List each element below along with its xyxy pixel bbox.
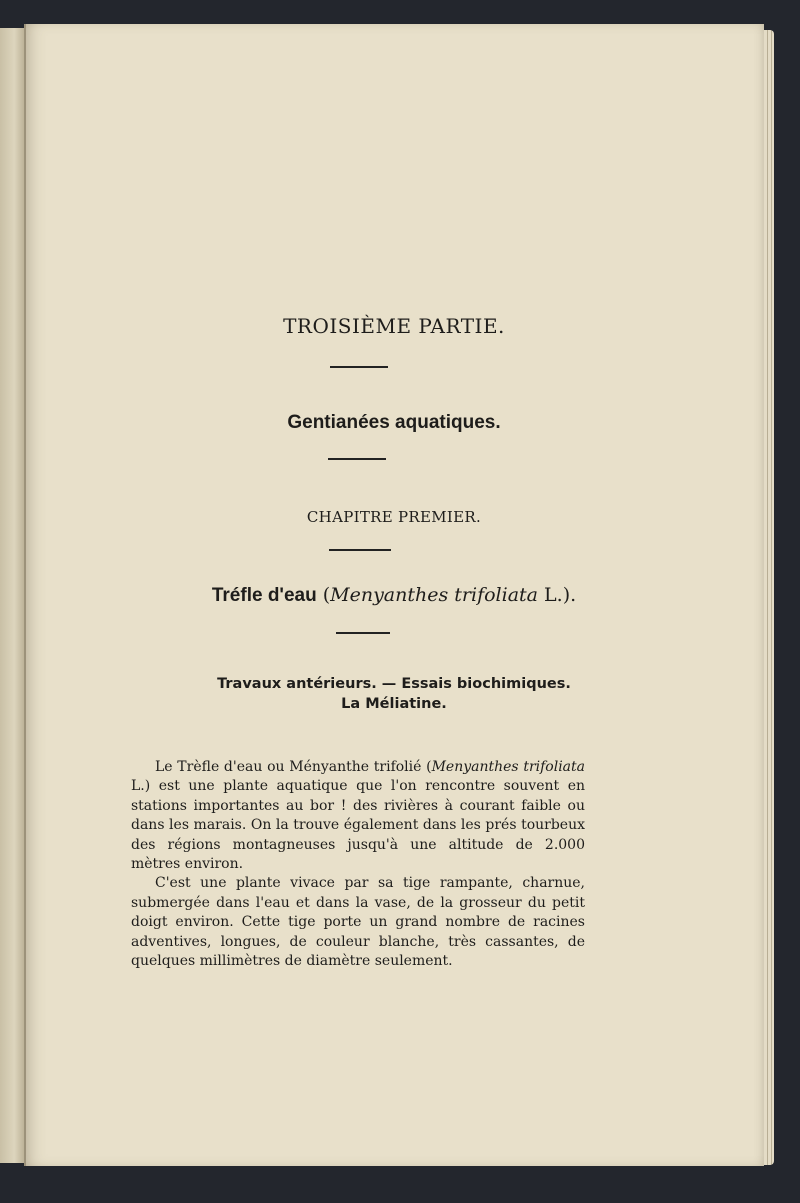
divider-rule <box>329 549 391 551</box>
paragraph-1 <box>131 758 585 874</box>
species-author: L.). <box>538 584 577 606</box>
chapter-title: CHAPITRE PREMIER. <box>306 508 482 526</box>
subsection-title-line1: Travaux antérieurs. — Essais biochimiques. <box>217 676 571 692</box>
paragraph-2: C'est une plante vivace par sa tige rampante, charnue, submergée dans l'eau et dans la vase, de la grosseur du petit doigt environ. Cette tige porte un grand nombre de racines adventives, longues, de couleur blanche, très cassantes, de quelques millimètres de diamètre seulement. <box>131 875 585 970</box>
paragraph-1-rest: L.) est une plante aquatique que l'on rencontre souvent en stations importantes au bor ! des rivières à courant faible ou dans les marais. On la trouve également dans les prés tourbeux des régions montagneuses jusqu'à une altitude de 2.000 mètres environ. <box>131 778 585 873</box>
species-common-name: Tréfle d'eau <box>211 585 317 606</box>
subsection-title-line2: La Méliatine. <box>341 696 447 712</box>
species-latin-name: Menyanthes trifoliata <box>330 584 538 606</box>
divider-rule <box>336 632 390 634</box>
divider-rule <box>328 458 386 460</box>
part-title: TROISIÈME PARTIE. <box>283 314 505 338</box>
section-title: Gentianées aquatiques. <box>287 412 501 433</box>
paragraph-1-start: Le Trèfle d'eau ou Ményanthe trifolié ( <box>155 759 432 775</box>
species-paren-open: ( <box>316 584 331 606</box>
body-text <box>131 758 585 971</box>
species-title <box>24 584 764 607</box>
paragraph-1-latin: Menyanthes trifoliata <box>431 759 585 775</box>
book-page <box>24 24 764 1166</box>
left-page-edge <box>0 28 25 1163</box>
divider-rule <box>330 366 388 368</box>
